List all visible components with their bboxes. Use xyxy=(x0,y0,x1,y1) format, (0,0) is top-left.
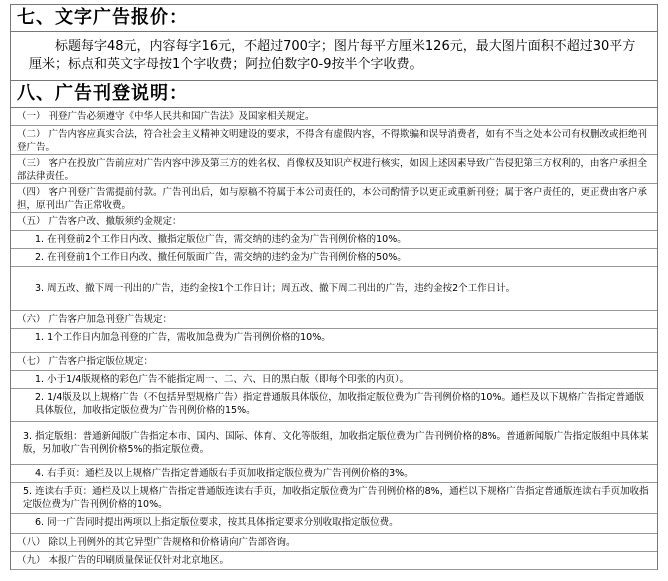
rule-row: （八） 除以上刊例外的其它异型广告规格和价格请向广告部咨询。 xyxy=(11,534,657,552)
rule-row: （三） 客户在投放广告前应对广告内容中涉及第三方的姓名权、肖像权及知识产权进行核实，如因上述因素导致广告侵犯第三方权利的，由客户承担全部法律责任。 xyxy=(11,155,657,184)
rule-row: 3. 周五改、撤下周一刊出的广告，违约金按1个工作日计；周五改、撤下周二刊出的广告，违约金按2个工作日计。 xyxy=(11,267,657,311)
rule-row: （四） 客户刊登广告需提前付款。广告刊出后，如与原稿不符属于本公司责任的，本公司酌情予以更正或重新刊登；属于客户责任的，更正费由客户承担，原刊出广告正常收费。 xyxy=(11,184,657,213)
rule-row: 1. 1个工作日内加急刊登的广告，需收加急费为广告刊例价格的10%。 xyxy=(11,329,657,353)
rule-row: 6. 同一广告同时提出两项以上指定版位要求，按其具体指定要求分别收取指定版位费。 xyxy=(11,514,657,534)
rule-row: 4. 右手页：通栏及以上规格广告指定普通版右手页加收指定版位费为广告刊例价格的3%。 xyxy=(11,465,657,483)
rule-row: （七） 广告客户指定版位规定： xyxy=(11,353,657,371)
rule-row: （二） 广告内容应真实合法，符合社会主义精神文明建设的要求，不得含有虚假内容，不得欺骗和误导消费者，如有不当之处本公司有权删改或拒绝刊登广告。 xyxy=(11,126,657,155)
rule-row: （九） 本报广告的印刷质量保证仅针对北京地区。 xyxy=(11,552,657,570)
rule-row: 3. 指定版组：普通新闻版广告指定本市、国内、国际、体育、文化等版组，加收指定版位费为广告刊例价格的8%。普通新闻版广告指定版组中具体某版，另加收广告刊例价格5%的指定版位费。 xyxy=(11,422,657,465)
rule-row: 5. 连读右手页：通栏及以上规格广告指定普通版连读右手页，加收指定版位费为广告刊例价格的8%，通栏以下规格广告指定普通版连读右手页加收指定版位费为广告刊例价格的10%。 xyxy=(11,483,657,514)
section-7-text: 标题每字48元，内容每字16元，不超过700字；图片每平方厘米126元，最大图片面积不超过30平方厘米；标点和英文字母按1个字收费；阿拉伯数字0-9按半个字收费。 xyxy=(29,39,636,72)
rule-row: （六） 广告客户加急刊登广告规定： xyxy=(11,311,657,329)
rule-row: （五） 广告客户改、撤版须约金规定： xyxy=(11,213,657,231)
section-7-paragraph xyxy=(11,32,657,81)
price-document xyxy=(10,4,658,570)
rule-row: 1. 在刊登前2个工作日内改、撤指定版位广告，需交纳的违约金为广告刊例价格的10%。 xyxy=(11,231,657,249)
rule-row: 1. 小于1/4版规格的彩色广告不能指定周一、二、六、日的黑白版（即每个印张的内页）。 xyxy=(11,371,657,389)
section-7-title: 七、文字广告报价： xyxy=(11,5,657,32)
section-8-rules xyxy=(11,108,657,570)
rule-row: 2. 1/4版及以上规格广告（不包括异型规格广告）指定普通版具体版位，加收指定版位费为广告刊例价格的10%。通栏及以下规格广告指定普通版具体版位，加收指定版位费为广告刊例价格的15%。 xyxy=(11,389,657,422)
section-8-title: 八、广告刊登说明： xyxy=(11,81,657,108)
rule-row: （一） 刊登广告必须遵守《中华人民共和国广告法》及国家相关规定。 xyxy=(11,108,657,126)
rule-row: 2. 在刊登前1个工作日内改、撤任何版面广告，需交纳的违约金为广告刊例价格的50%。 xyxy=(11,249,657,267)
